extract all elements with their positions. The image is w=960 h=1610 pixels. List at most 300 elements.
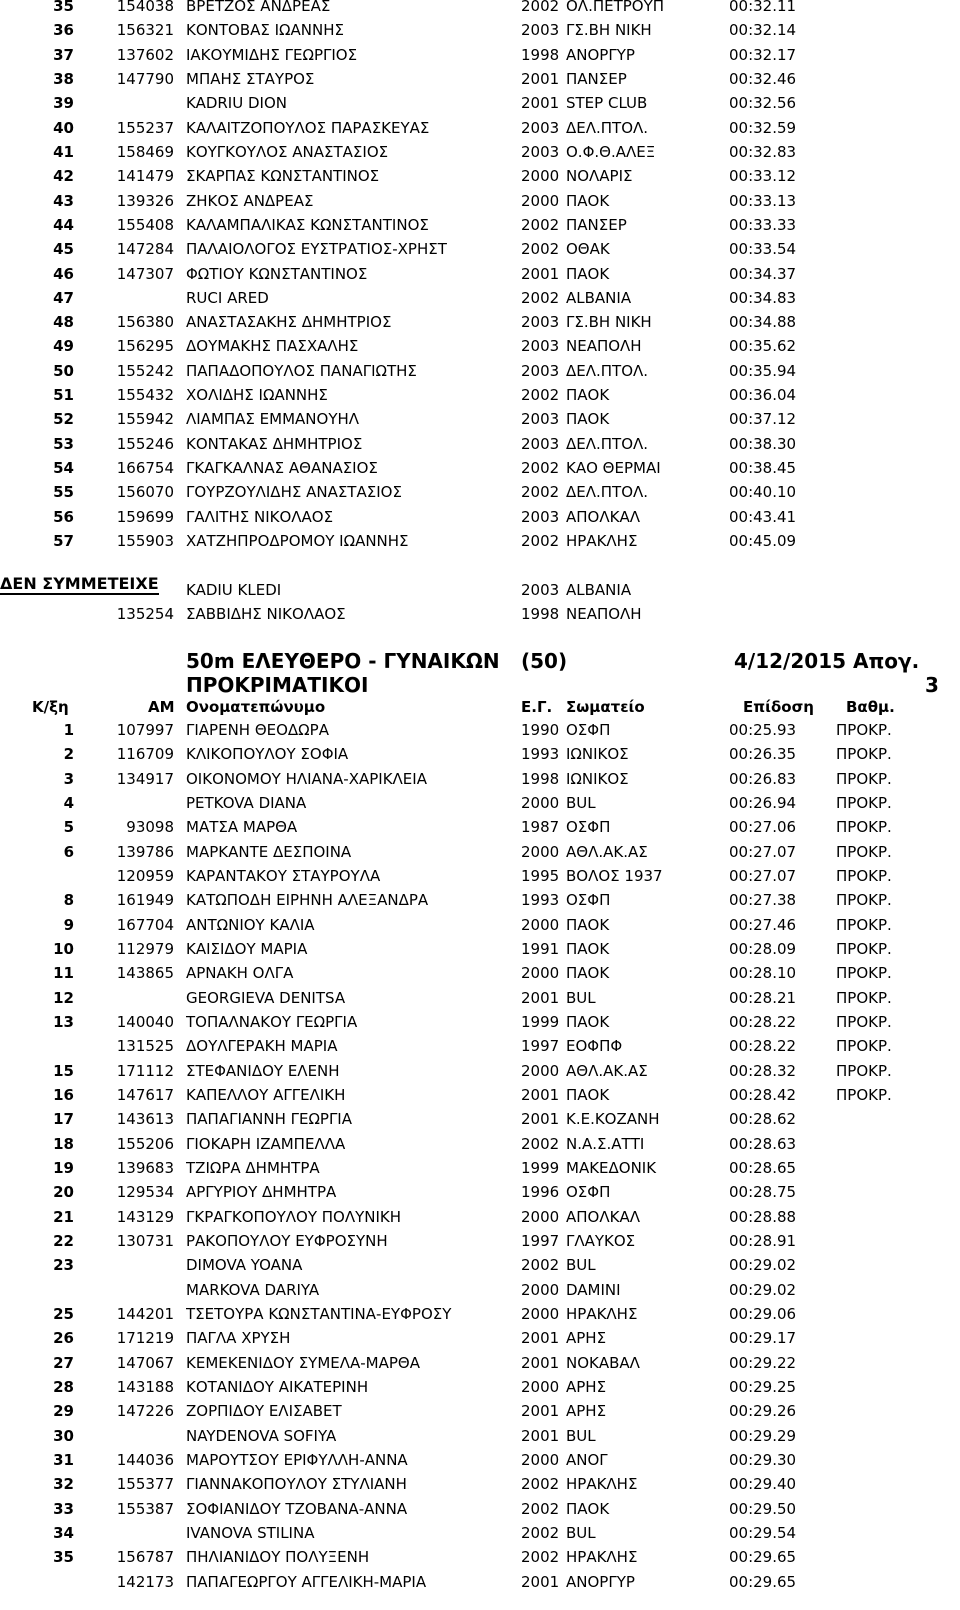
club-cell: ΠΑΟΚ: [566, 939, 610, 958]
event-date: 4/12/2015 Απογ.: [734, 649, 920, 673]
table-row: [0, 1545, 960, 1569]
am-cell: 159699: [116, 507, 174, 526]
rank-cell: 44: [53, 215, 74, 234]
table-row: [0, 383, 960, 407]
col-am: ΑΜ: [148, 698, 175, 716]
time-cell: 00:27.38: [729, 891, 797, 910]
club-cell: ΠΑΟΚ: [566, 1012, 610, 1031]
time-cell: 00:29.29: [729, 1426, 797, 1445]
name-cell: ΣΤΕΦΑΝΙΔΟΥ ΕΛΕΝΗ: [186, 1061, 340, 1080]
grade-cell: ΠΡΟΚΡ.: [836, 721, 892, 739]
time-cell: 00:29.06: [729, 1304, 797, 1323]
club-cell: ΒΟΛΟΣ 1937: [566, 866, 663, 885]
year-cell: 2001: [521, 1110, 560, 1129]
am-cell: 155903: [116, 532, 174, 551]
name-cell: ΓΙΑΝΝΑΚΟΠΟΥΛΟΥ ΣΤΥΛΙΑΝΗ: [186, 1475, 407, 1494]
am-cell: 171219: [116, 1329, 174, 1348]
year-cell: 2003: [521, 410, 560, 429]
time-cell: 00:29.22: [729, 1353, 797, 1372]
time-cell: 00:34.37: [729, 264, 797, 283]
table-row: [0, 578, 960, 602]
club-cell: ΔΕΛ.ΠΤΟΛ.: [566, 483, 649, 502]
club-cell: ΗΡΑΚΛΗΣ: [566, 1475, 638, 1494]
rank-cell: 27: [53, 1353, 74, 1372]
year-cell: 2002: [521, 459, 560, 478]
table-row: [0, 505, 960, 529]
year-cell: 2002: [521, 240, 560, 259]
name-cell: ΚΑΙΣΙΔΟΥ ΜΑΡΙΑ: [186, 939, 308, 958]
grade-cell: ΠΡΟΚΡ.: [836, 842, 892, 861]
table-row: [0, 456, 960, 480]
col-time: Επίδοση: [743, 698, 814, 716]
table-row: [0, 986, 960, 1010]
table-row: [0, 791, 960, 815]
time-cell: 00:28.32: [729, 1061, 797, 1080]
table-row: [0, 718, 960, 742]
grade-cell: ΠΡΟΚΡ.: [836, 1037, 892, 1056]
year-cell: 2002: [521, 1256, 560, 1275]
col-year: Ε.Γ.: [521, 698, 553, 716]
table-row: [0, 767, 960, 791]
grade-cell: ΠΡΟΚΡ.: [836, 745, 892, 764]
time-cell: 00:32.59: [729, 118, 797, 137]
year-cell: 2003: [521, 434, 560, 453]
name-cell: ΚΑΛΑΙΤΖΟΠΟΥΛΟΣ ΠΑΡΑΣΚΕΥΑΣ: [186, 118, 430, 137]
col-rank: Κ/ξη: [32, 698, 69, 716]
name-cell: ΜΑΤΣΑ ΜΑΡΘΑ: [186, 818, 298, 837]
time-cell: 00:29.30: [729, 1450, 797, 1469]
name-cell: ΑΡΝΑΚΗ ΟΛΓΑ: [186, 964, 294, 983]
year-cell: 1998: [521, 605, 560, 623]
club-cell: ΗΡΑΚΛΗΣ: [566, 1548, 638, 1567]
year-cell: 2001: [521, 1426, 560, 1445]
rank-cell: 11: [53, 964, 74, 983]
club-cell: BUL: [566, 1256, 596, 1275]
club-cell: ΟΣΦΠ: [566, 721, 611, 739]
year-cell: 2001: [521, 1402, 560, 1421]
rank-cell: 8: [63, 891, 74, 910]
am-cell: 158469: [116, 142, 174, 161]
table-row: [0, 0, 960, 18]
year-cell: 2003: [521, 118, 560, 137]
time-cell: 00:28.91: [729, 1231, 797, 1250]
col-club: Σωματείο: [566, 698, 645, 716]
name-cell: PETKOVA DIANA: [186, 793, 307, 812]
table-row: [0, 1424, 960, 1448]
club-cell: ΚΑΟ ΘΕΡΜΑΙ: [566, 459, 661, 478]
am-cell: 107997: [116, 721, 174, 739]
table-row: [0, 116, 960, 140]
name-cell: ΓΚΡΑΓΚΟΠΟΥΛΟΥ ΠΟΛΥΝΙΚΗ: [186, 1207, 402, 1226]
grade-cell: ΠΡΟΚΡ.: [836, 818, 892, 837]
name-cell: ΚΟΥΓΚΟΥΛΟΣ ΑΝΑΣΤΑΣΙΟΣ: [186, 142, 389, 161]
am-cell: 139326: [116, 191, 174, 210]
name-cell: ΚΑΡΑΝΤΑΚΟΥ ΣΤΑΥΡΟΥΛΑ: [186, 866, 381, 885]
name-cell: DIMOVA YOANA: [186, 1256, 303, 1275]
am-cell: 137602: [116, 45, 174, 64]
rank-cell: 30: [53, 1426, 74, 1445]
rank-cell: 39: [53, 94, 74, 113]
am-cell: 93098: [126, 818, 174, 837]
time-cell: 00:29.50: [729, 1499, 797, 1518]
club-cell: ΠΑΟΚ: [566, 964, 610, 983]
am-cell: 120959: [116, 866, 174, 885]
time-cell: 00:27.07: [729, 866, 797, 885]
name-cell: ΠΑΛΑΙΟΛΟΓΟΣ ΕΥΣΤΡΑΤΙΟΣ-ΧΡΗΣΤ: [186, 240, 447, 259]
club-cell: ΙΩΝΙΚΟΣ: [566, 769, 629, 788]
name-cell: ΤΣΕΤΟΥΡΑ ΚΩΝΣΤΑΝΤΙΝΑ-ΕΥΦΡΟΣΥ: [186, 1304, 452, 1323]
am-cell: 166754: [116, 459, 174, 478]
year-cell: 2002: [521, 215, 560, 234]
table-row: [0, 1570, 960, 1594]
time-cell: 00:26.94: [729, 793, 797, 812]
name-cell: ΣΑΒΒΙΔΗΣ ΝΙΚΟΛΑΟΣ: [186, 605, 346, 623]
rank-cell: 9: [63, 915, 74, 934]
rank-cell: 16: [53, 1085, 74, 1104]
year-cell: 1996: [521, 1183, 560, 1202]
year-cell: 2003: [521, 581, 560, 599]
name-cell: ΜΠΑΗΣ ΣΤΑΥΡΟΣ: [186, 69, 315, 88]
rank-cell: 22: [53, 1231, 74, 1250]
table-row: [0, 864, 960, 888]
grade-cell: ΠΡΟΚΡ.: [836, 769, 892, 788]
am-cell: 155432: [116, 386, 174, 405]
club-cell: ΑΝΟΓ: [566, 1450, 608, 1469]
table-row: [0, 67, 960, 91]
rank-cell: 26: [53, 1329, 74, 1348]
year-cell: 2000: [521, 1377, 560, 1396]
am-cell: 156070: [116, 483, 174, 502]
rank-cell: 43: [53, 191, 74, 210]
table-row: [0, 18, 960, 42]
table-row: [0, 164, 960, 188]
am-cell: 155246: [116, 434, 174, 453]
am-cell: 140040: [116, 1012, 174, 1031]
table-row: [0, 286, 960, 310]
table-row: [0, 140, 960, 164]
name-cell: ΑΡΓΥΡΙΟΥ ΔΗΜΗΤΡΑ: [186, 1183, 337, 1202]
event-title: 50m ΕΛΕΥΘΕΡΟ - ΓΥΝΑΙΚΩΝ: [186, 649, 500, 673]
year-cell: 2000: [521, 191, 560, 210]
year-cell: 2002: [521, 288, 560, 307]
am-cell: 167704: [116, 915, 174, 934]
rank-cell: 1: [63, 721, 74, 739]
am-cell: 112979: [116, 939, 174, 958]
event-phase: ΠΡΟΚΡΙΜΑΤΙΚΟΙ: [186, 673, 369, 697]
rank-cell: 2: [63, 745, 74, 764]
table-row: [0, 1083, 960, 1107]
club-cell: ΕΟΦΠΦ: [566, 1037, 623, 1056]
name-cell: ΣΚΑΡΠΑΣ ΚΩΝΣΤΑΝΤΙΝΟΣ: [186, 167, 380, 186]
club-cell: ΔΕΛ.ΠΤΟΛ.: [566, 434, 649, 453]
time-cell: 00:29.40: [729, 1475, 797, 1494]
club-cell: ΑΘΛ.ΑΚ.ΑΣ: [566, 842, 648, 861]
club-cell: ΓΣ.ΒΗ ΝΙΚΗ: [566, 313, 652, 332]
table-row: [0, 1278, 960, 1302]
club-cell: ΝΕΑΠΟΛΗ: [566, 605, 642, 623]
club-cell: ΠΑΟΚ: [566, 915, 610, 934]
rank-cell: 37: [53, 45, 74, 64]
club-cell: ΝΟΚΑΒΑΛ: [566, 1353, 640, 1372]
club-cell: ΑΡΗΣ: [566, 1402, 607, 1421]
club-cell: BUL: [566, 1523, 596, 1542]
table-row: [0, 334, 960, 358]
rank-cell: 5: [63, 818, 74, 837]
club-cell: ΟΛ.ΠΕΤΡΟΥΠ: [566, 0, 665, 15]
am-cell: 139786: [116, 842, 174, 861]
table-row: [0, 1156, 960, 1180]
am-cell: 155377: [116, 1475, 174, 1494]
name-cell: KADRIU DION: [186, 94, 287, 113]
rank-cell: 35: [53, 1548, 74, 1567]
year-cell: 2001: [521, 1085, 560, 1104]
table-row: [0, 213, 960, 237]
rank-cell: 51: [53, 386, 74, 405]
year-cell: 2002: [521, 386, 560, 405]
am-cell: 142173: [116, 1572, 174, 1591]
time-cell: 00:28.22: [729, 1037, 797, 1056]
club-cell: ΟΣΦΠ: [566, 818, 611, 837]
grade-cell: ΠΡΟΚΡ.: [836, 891, 892, 910]
year-cell: 2001: [521, 988, 560, 1007]
rank-cell: 25: [53, 1304, 74, 1323]
name-cell: ΚΑΠΕΛΛΟΥ ΑΓΓΕΛΙΚΗ: [186, 1085, 346, 1104]
name-cell: ΚΕΜΕΚΕΝΙΔΟΥ ΣΥΜΕΛΑ-ΜΑΡΘΑ: [186, 1353, 421, 1372]
time-cell: 00:29.65: [729, 1572, 797, 1591]
year-cell: 2001: [521, 1353, 560, 1372]
table-row: [0, 1448, 960, 1472]
year-cell: 2002: [521, 1134, 560, 1153]
club-cell: ΠΑΟΚ: [566, 1499, 610, 1518]
name-cell: ΚΟΤΑΝΙΔΟΥ ΑΙΚΑΤΕΡΙΝΗ: [186, 1377, 369, 1396]
club-cell: ΝΟΛΑΡΙΣ: [566, 167, 633, 186]
time-cell: 00:28.21: [729, 988, 797, 1007]
club-cell: ΠΑΝΣΕΡ: [566, 215, 627, 234]
rank-cell: 4: [63, 793, 74, 812]
table-row: [0, 1107, 960, 1131]
table-row: [0, 913, 960, 937]
time-cell: 00:29.54: [729, 1523, 797, 1542]
am-cell: 156295: [116, 337, 174, 356]
time-cell: 00:32.56: [729, 94, 797, 113]
am-cell: 139683: [116, 1158, 174, 1177]
club-cell: ΠΑΟΚ: [566, 191, 610, 210]
club-cell: ΙΩΝΙΚΟΣ: [566, 745, 629, 764]
grade-cell: ΠΡΟΚΡ.: [836, 915, 892, 934]
rank-cell: 29: [53, 1402, 74, 1421]
year-cell: 2000: [521, 1207, 560, 1226]
table-row: [0, 1472, 960, 1496]
rank-cell: 40: [53, 118, 74, 137]
year-cell: 2003: [521, 21, 560, 40]
year-cell: 2001: [521, 69, 560, 88]
time-cell: 00:32.83: [729, 142, 797, 161]
time-cell: 00:35.62: [729, 337, 797, 356]
grade-cell: ΠΡΟΚΡ.: [836, 988, 892, 1007]
time-cell: 00:40.10: [729, 483, 797, 502]
am-cell: 147617: [116, 1085, 174, 1104]
name-cell: ΠΗΛΙΑΝΙΔΟΥ ΠΟΛΥΞΕΝΗ: [186, 1548, 370, 1567]
year-cell: 2003: [521, 142, 560, 161]
am-cell: 116709: [116, 745, 174, 764]
rank-cell: 19: [53, 1158, 74, 1177]
name-cell: ΤΟΠΑΛΝΑΚΟΥ ΓΕΩΡΓΙΑ: [186, 1012, 358, 1031]
rank-cell: 45: [53, 240, 74, 259]
club-cell: ΟΣΦΠ: [566, 891, 611, 910]
am-cell: 129534: [116, 1183, 174, 1202]
time-cell: 00:28.88: [729, 1207, 797, 1226]
grade-cell: ΠΡΟΚΡ.: [836, 793, 892, 812]
rank-cell: 47: [53, 288, 74, 307]
table-row: [0, 91, 960, 115]
rank-cell: 41: [53, 142, 74, 161]
club-cell: ΑΝΟΡΓΥΡ: [566, 1572, 635, 1591]
time-cell: 00:29.25: [729, 1377, 797, 1396]
name-cell: ΑΝΑΣΤΑΣΑΚΗΣ ΔΗΜΗΤΡΙΟΣ: [186, 313, 392, 332]
name-cell: ΔΟΥΜΑΚΗΣ ΠΑΣΧΑΛΗΣ: [186, 337, 359, 356]
year-cell: 2000: [521, 1304, 560, 1323]
name-cell: ΚΟΝΤΟΒΑΣ ΙΩΑΝΝΗΣ: [186, 21, 344, 40]
time-cell: 00:32.14: [729, 21, 797, 40]
club-cell: ΑΡΗΣ: [566, 1329, 607, 1348]
table-row: [0, 262, 960, 286]
rank-cell: 36: [53, 21, 74, 40]
rank-cell: 34: [53, 1523, 74, 1542]
time-cell: 00:26.83: [729, 769, 797, 788]
club-cell: BUL: [566, 793, 596, 812]
table-row: [0, 1399, 960, 1423]
club-cell: ΠΑΟΚ: [566, 386, 610, 405]
name-cell: ΓΚΑΓΚΑΛΝΑΣ ΑΘΑΝΑΣΙΟΣ: [186, 459, 378, 478]
am-cell: 147307: [116, 264, 174, 283]
table-row: [0, 1205, 960, 1229]
time-cell: 00:25.93: [729, 721, 797, 739]
event-session: 3: [925, 673, 939, 697]
table-row: [0, 815, 960, 839]
name-cell: ΟΙΚΟΝΟΜΟΥ ΗΛΙΑΝΑ-ΧΑΡΙΚΛΕΙΑ: [186, 769, 427, 788]
name-cell: RUCI ARED: [186, 288, 269, 307]
club-cell: BUL: [566, 988, 596, 1007]
time-cell: 00:29.26: [729, 1402, 797, 1421]
time-cell: 00:27.46: [729, 915, 797, 934]
am-cell: 161949: [116, 891, 174, 910]
column-header-row: [0, 696, 960, 718]
rank-cell: 21: [53, 1207, 74, 1226]
club-cell: ΑΡΗΣ: [566, 1377, 607, 1396]
am-cell: 143129: [116, 1207, 174, 1226]
club-cell: ΜΑΚΕΔΟΝΙΚ: [566, 1158, 657, 1177]
rank-cell: 6: [63, 842, 74, 861]
club-cell: STEP CLUB: [566, 94, 648, 113]
col-grade: Βαθμ.: [846, 698, 895, 716]
rank-cell: 38: [53, 69, 74, 88]
name-cell: NAYDENOVA SOFIYA: [186, 1426, 337, 1445]
club-cell: ΗΡΑΚΛΗΣ: [566, 532, 638, 551]
table-row: [0, 480, 960, 504]
time-cell: 00:34.88: [729, 313, 797, 332]
club-cell: ΔΕΛ.ΠΤΟΛ.: [566, 118, 649, 137]
table-row: [0, 1326, 960, 1350]
year-cell: 2000: [521, 964, 560, 983]
name-cell: ΠΑΓΛΑ ΧΡΥΣΗ: [186, 1329, 291, 1348]
time-cell: 00:27.06: [729, 818, 797, 837]
club-cell: ΓΣ.ΒΗ ΝΙΚΗ: [566, 21, 652, 40]
year-cell: 2002: [521, 1548, 560, 1567]
time-cell: 00:28.62: [729, 1110, 797, 1129]
rank-cell: 15: [53, 1061, 74, 1080]
time-cell: 00:38.30: [729, 434, 797, 453]
table-row: [0, 432, 960, 456]
am-cell: 147226: [116, 1402, 174, 1421]
year-cell: 1987: [521, 818, 560, 837]
rank-cell: 35: [53, 0, 74, 15]
club-cell: ΑΝΟΡΓΥΡ: [566, 45, 635, 64]
rank-cell: 32: [53, 1475, 74, 1494]
time-cell: 00:29.02: [729, 1256, 797, 1275]
time-cell: 00:28.75: [729, 1183, 797, 1202]
table-row: [0, 1351, 960, 1375]
name-cell: ΜΑΡΚΑΝΤΕ ΔΕΣΠΟΙΝΑ: [186, 842, 352, 861]
name-cell: ΓΙΟΚΑΡΗ ΙΖΑΜΠΕΛΛΑ: [186, 1134, 346, 1153]
year-cell: 2001: [521, 94, 560, 113]
year-cell: 2002: [521, 483, 560, 502]
year-cell: 2000: [521, 915, 560, 934]
name-cell: ΓΑΛΙΤΗΣ ΝΙΚΟΛΑΟΣ: [186, 507, 334, 526]
year-cell: 2000: [521, 167, 560, 186]
year-cell: 2000: [521, 842, 560, 861]
name-cell: ΡΑΚΟΠΟΥΛΟΥ ΕΥΦΡΟΣΥΝΗ: [186, 1231, 388, 1250]
time-cell: 00:28.42: [729, 1085, 797, 1104]
table-row: [0, 1010, 960, 1034]
rank-cell: 17: [53, 1110, 74, 1129]
club-cell: ΠΑΟΚ: [566, 1085, 610, 1104]
rank-cell: 49: [53, 337, 74, 356]
name-cell: MARKOVA DARIYA: [186, 1280, 320, 1299]
am-cell: 155242: [116, 361, 174, 380]
time-cell: 00:32.17: [729, 45, 797, 64]
year-cell: 2003: [521, 361, 560, 380]
time-cell: 00:28.65: [729, 1158, 797, 1177]
table-row: [0, 359, 960, 383]
year-cell: 2000: [521, 1061, 560, 1080]
year-cell: 2002: [521, 1499, 560, 1518]
am-cell: 143188: [116, 1377, 174, 1396]
year-cell: 1998: [521, 45, 560, 64]
am-cell: 155237: [116, 118, 174, 137]
event-number: (50): [521, 649, 568, 673]
rank-cell: 56: [53, 507, 74, 526]
rank-cell: 48: [53, 313, 74, 332]
name-cell: ΣΟΦΙΑΝΙΔΟΥ ΤΖΟΒΑΝΑ-ΑΝΝΑ: [186, 1499, 408, 1518]
club-cell: ΟΘΑΚ: [566, 240, 610, 259]
grade-cell: ΠΡΟΚΡ.: [836, 939, 892, 958]
table-row: [0, 1180, 960, 1204]
am-cell: 147067: [116, 1353, 174, 1372]
year-cell: 1990: [521, 721, 560, 739]
time-cell: 00:32.11: [729, 0, 797, 15]
year-cell: 1993: [521, 745, 560, 764]
year-cell: 2001: [521, 264, 560, 283]
time-cell: 00:33.33: [729, 215, 797, 234]
name-cell: ΠΑΠΑΓΕΩΡΓΟΥ ΑΓΓΕΛΙΚΗ-ΜΑΡΙΑ: [186, 1572, 427, 1591]
time-cell: 00:33.54: [729, 240, 797, 259]
am-cell: 154038: [116, 0, 174, 15]
table-row: [0, 840, 960, 864]
am-cell: 155206: [116, 1134, 174, 1153]
table-row: [0, 310, 960, 334]
rank-cell: 3: [63, 769, 74, 788]
time-cell: 00:35.94: [729, 361, 797, 380]
